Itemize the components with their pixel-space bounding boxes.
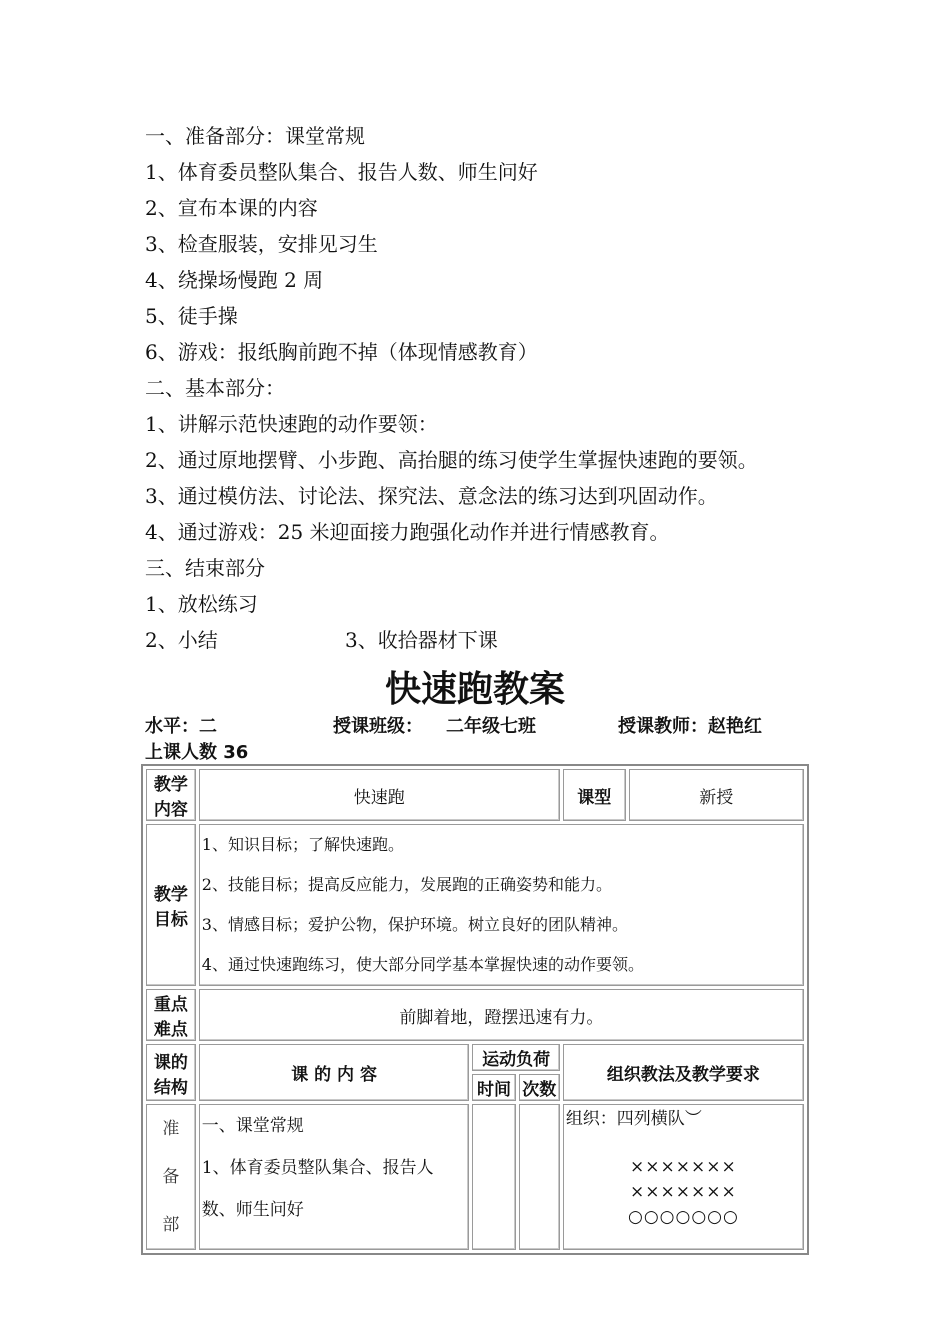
teacher-row: ○○○○○○○: [627, 1207, 739, 1227]
outline-line: 5、徒手操: [145, 304, 238, 328]
outline-line: 3、通过模仿法、讨论法、探究法、意念法的练习达到巩固动作。: [145, 484, 718, 508]
formation-diagram: [566, 1155, 801, 1230]
outline-line: 4、通过游戏：25 米迎面接力跑强化动作并进行情感教育。: [145, 520, 670, 544]
document-title: 快速跑教案: [384, 669, 565, 710]
time-cell: [472, 1104, 515, 1250]
outline-line: 一、准备部分：课堂常规: [145, 124, 365, 148]
goals-list: [199, 824, 804, 986]
lesson-content-label: 课 的 内 容: [199, 1044, 470, 1101]
outline-cleanup: 3、收拾器材下课: [345, 628, 498, 652]
student-row: ×××××××: [630, 1182, 737, 1202]
load-label: 运动负荷: [472, 1044, 559, 1071]
prep-section-label: 准 备 部: [146, 1104, 196, 1250]
method-label: 组织教法及教学要求: [563, 1044, 804, 1101]
outline-line: 4、绕操场慢跑 2 周: [145, 268, 324, 292]
meta-teacher: 授课教师：赵艳红: [618, 716, 762, 737]
prep-content: [199, 1104, 470, 1250]
prep-line: 数、师生问好: [201, 1200, 304, 1220]
lesson-outline: [145, 118, 758, 658]
meta-class-value: 二年级七班: [446, 716, 536, 737]
times-cell: [519, 1104, 560, 1250]
meta-count: 上课人数 36: [145, 742, 249, 763]
content-value: 快速跑: [199, 769, 560, 821]
outline-line: 1、讲解示范快速跑的动作要领：: [145, 412, 438, 436]
prep-line: 1、体育委员整队集合、报告人: [201, 1158, 434, 1178]
times-label: 次数: [519, 1074, 560, 1101]
type-value: 新授: [629, 769, 804, 821]
structure-label: 课的结构: [146, 1044, 196, 1101]
table-row: [146, 1044, 804, 1071]
meta-level: 水平：二: [145, 716, 217, 737]
meta-class-label: 授课班级：: [333, 716, 423, 737]
outline-line: 2、宣布本课的内容: [145, 196, 318, 220]
outline-line: 1、放松练习: [145, 592, 258, 616]
goal-item: 1、知识目标；了解快速跑。: [201, 835, 404, 854]
outline-line: 3、检查服装，安排见习生: [145, 232, 378, 256]
content-label: 教学内容: [146, 769, 196, 821]
prep-line: 一、课堂常规: [201, 1116, 304, 1136]
lesson-plan-table: [141, 764, 809, 1255]
time-label: 时间: [472, 1074, 515, 1101]
goal-item: 4、通过快速跑练习，使大部分同学基本掌握快速的动作要领。: [201, 955, 644, 974]
outline-summary: 2、小结: [145, 628, 218, 652]
key-label: 重点难点: [146, 989, 196, 1041]
formation-mark-icon: ︶: [684, 1109, 702, 1129]
goals-label: 教学目标: [146, 824, 196, 986]
table-row: [146, 824, 804, 986]
outline-line: 6、游戏：报纸胸前跑不掉（体现情感教育）: [145, 340, 538, 364]
outline-line: 三、结束部分: [145, 556, 265, 580]
student-row: ×××××××: [630, 1157, 737, 1177]
table-row: [146, 769, 804, 821]
goal-item: 3、情感目标；爱护公物，保护环境。树立良好的团队精神。: [201, 915, 628, 934]
table-row: [146, 989, 804, 1041]
type-label: 课型: [563, 769, 626, 821]
outline-line: 1、体育委员整队集合、报告人数、师生问好: [145, 160, 538, 184]
key-value: 前脚着地，蹬摆迅速有力。: [199, 989, 804, 1041]
outline-line-last: [145, 622, 758, 658]
formation-text: 组织：四列横队︶: [565, 1109, 702, 1129]
goal-item: 2、技能目标；提高反应能力，发展跑的正确姿势和能力。: [201, 875, 612, 894]
outline-line: 二、基本部分：: [145, 376, 285, 400]
organization-cell: [563, 1104, 804, 1250]
table-row: [146, 1104, 804, 1250]
outline-line: 2、通过原地摆臂、小步跑、高抬腿的练习使学生掌握快速跑的要领。: [145, 448, 758, 472]
